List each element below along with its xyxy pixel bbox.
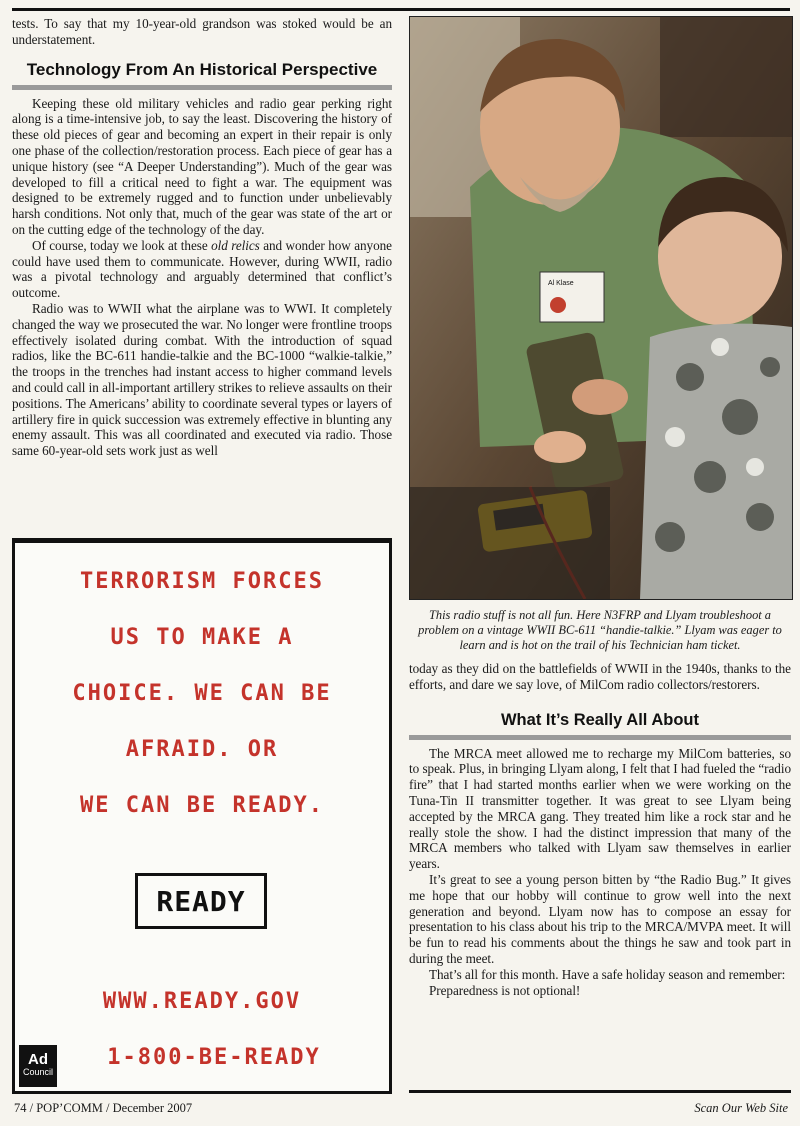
continued-text: today as they did on the battlefields of WWII in the 1940s, thanks to the efforts, and dare we say love, of MilCom radio collectors/restorers.: [409, 661, 791, 692]
ad-headline-line: WE CAN BE READY.: [80, 793, 324, 818]
ad-headline-line: US TO MAKE A: [110, 625, 294, 650]
paragraph: Keeping these old military vehicles and radio gear perking right along is a time-intensive job, to say the least. Discovering the history of these old pieces of gear and becoming an expert in their repair is only one phase of the collection/restoration process. Each piece of gear has a unique history (see “A Deeper Understanding”). Much of the gear was developed to fill a critical need to fight a war. The equipment was designed to be extremely rugged and to function under unbelievably harsh conditions. Not only that, much of the gear was state of the art or on the cutting edge of the technology of the day.: [12, 95, 392, 237]
left-column: [12, 16, 392, 459]
top-rule: [12, 8, 790, 11]
photo-caption: This radio stuff is not all fun. Here N3FRP and Llyam troubleshoot a problem on a vintage WWII BC-611 “handie-talkie.” Llyam was eager to learn and is hot on the trail of his Technician ham ticket.: [418, 608, 782, 652]
ad-headline-line: CHOICE. WE CAN BE: [72, 681, 332, 706]
section-heading-what-its-about: What It’s Really All About: [409, 707, 791, 740]
continued-text: tests. To say that my 10-year-old grandson was stoked would be an understatement.: [12, 16, 392, 47]
paragraph: Of course, today we look at these old relics and wonder how anyone could have used them to communicate. However, during WWII, radio was a pivotal technology and arguably determined that conflict’s outcome.: [12, 237, 392, 301]
ready-gov-advertisement: [12, 538, 392, 1094]
name-badge-text: Al Klase: [548, 280, 574, 287]
ad-headline-line: TERRORISM FORCES: [80, 569, 324, 594]
ad-headline-line: AFRAID. OR: [125, 737, 279, 762]
paragraph: Preparedness is not optional!: [429, 982, 581, 998]
ad-url: WWW.READY.GOV: [102, 989, 302, 1014]
bottom-rule: [409, 1090, 791, 1093]
right-column: [409, 16, 791, 998]
footer-web-site: Scan Our Web Site: [694, 1101, 788, 1115]
photo-illustration: [410, 17, 792, 599]
footer-page-info: 74 / POP’COMM / December 2007: [14, 1101, 193, 1115]
paragraph: The MRCA meet allowed me to recharge my MilCom batteries, so to speak. Plus, in bringing Llyam along, I felt that I had fueled the “radio fire” that I had started months earlier when we were working on the Tuna-Tin II transmitter together. It was great to see Llyam being accepted by the MRCA gang. They treated him like a rock star and he really stole the show. I had the distinct impression that many of the MRCA members who talked with Llyam saw themselves in earlier years.: [409, 745, 791, 872]
ad-phone: 1-800-BE-READY: [107, 1045, 321, 1070]
paragraph: Radio was to WWII what the airplane was to WWI. It completely changed the way we prosecuted the war. No longer were frontline troops effectively isolated during combat. With the introduction of squad radios, like the BC-611 handie-talkie and the BC-1000 “walkie-talkie,” the troops in the trenches had instant access to higher command levels and could call in all-important artillery strikes to relieve assaults on their positions. The Americans’ ability to coordinate several types or layers of artillery fire in quick succession was extremely effective in blunting any enemy assault. This was all coordinated and executed via radio. Those same 60-year-old sets work just as well: [12, 300, 392, 459]
paragraph: It’s great to see a young person bitten by “the Radio Bug.” It gives me hope that our hobby will continue to grow well into the next generation and beyond. Llyam now has to compose an essay for presentation to his class about his trip to the MRCA/MVPA meet. It will be fun to read his comments about the things he saw and took part in during the meet.: [409, 871, 791, 966]
paragraph: That’s all for this month. Have a safe holiday season and remember:: [429, 966, 786, 982]
photo-radio-troubleshooting: [409, 16, 793, 600]
emphasis-old-relics: old relics: [211, 237, 260, 253]
ad-council-logo: Ad Council: [19, 1045, 57, 1087]
ready-logo: READY: [135, 873, 267, 929]
section-heading-technology: Technology From An Historical Perspective: [12, 56, 392, 90]
